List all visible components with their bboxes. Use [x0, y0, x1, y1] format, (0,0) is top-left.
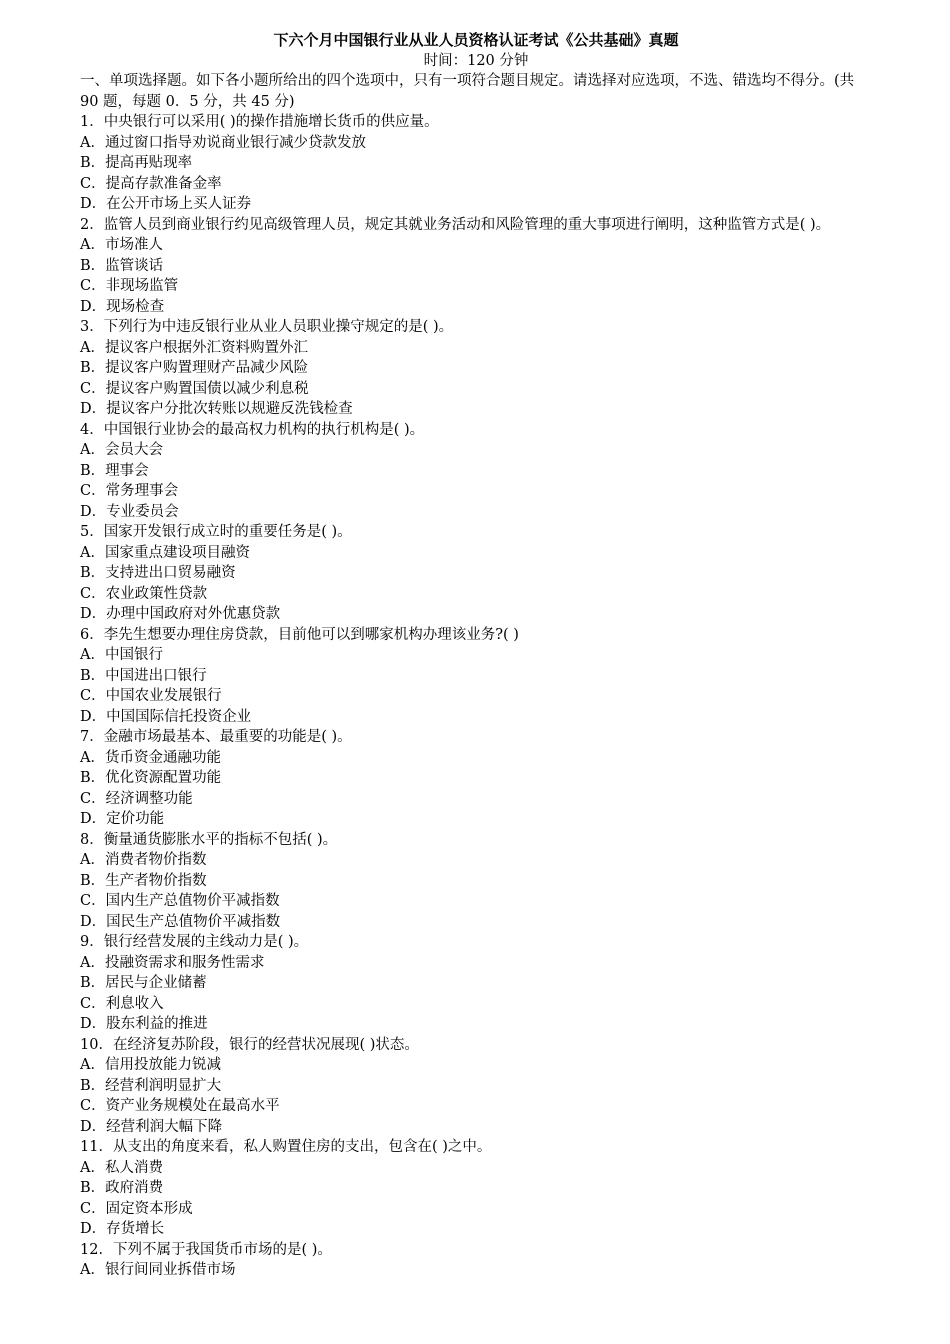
answer-option: D．办理中国政府对外优惠贷款 [80, 606, 281, 622]
document-page [80, 30, 872, 1281]
question-stem: 6．李先生想要办理住房贷款，目前他可以到哪家机构办理该业务?( ) [80, 626, 519, 643]
question-stem: 7．金融市场最基本、最重要的功能是( )。 [80, 729, 352, 745]
answer-option: C．资产业务规模处在最高水平 [80, 1098, 280, 1114]
question-stem: 11．从支出的角度来看，私人购置住房的支出，包含在( )之中。 [80, 1139, 492, 1155]
answer-option: C．中国农业发展银行 [80, 688, 222, 704]
answer-option: C．国内生产总值物价平减指数 [80, 893, 280, 909]
question-stem: 1．中央银行可以采用( )的操作措施增长货币的供应量。 [80, 114, 439, 130]
answer-option: A．信用投放能力锐减 [80, 1057, 221, 1073]
answer-option: D．现场检查 [80, 298, 165, 315]
question-stem: 12．下列不属于我国货币市场的是( )。 [80, 1241, 332, 1258]
answer-option: B．理事会 [80, 462, 149, 479]
question-item [80, 1035, 872, 1138]
question-item [80, 112, 872, 215]
answer-option: D．提议客户分批次转账以规避反洗钱检查 [80, 401, 353, 417]
question-item [80, 317, 872, 420]
answer-option: C．经济调整功能 [80, 790, 193, 807]
answer-option: D．存货增长 [80, 1221, 165, 1237]
answer-option: C．固定资本形成 [80, 1200, 193, 1217]
answer-option: B．提议客户购置理财产品减少风险 [80, 360, 309, 376]
answer-option: B．支持进出口贸易融资 [80, 565, 236, 581]
answer-option: B．优化资源配置功能 [80, 770, 222, 786]
document-title: 下六个月中国银行业从业人员资格认证考试《公共基础》真题 [273, 31, 679, 49]
answer-option: D．股东利益的推进 [80, 1016, 208, 1032]
question-stem: 5．国家开发银行成立时的重要任务是( )。 [80, 524, 352, 540]
section-instruction: 一、单项选择题。如下各小题所给出的四个选项中，只有一项符合题目规定。请选择对应选项，不选、错选均不得分。(共 90 题，每题 0．5 分，共 45 分) [80, 73, 855, 110]
answer-option: B．经营利润明显扩大 [80, 1077, 222, 1094]
answer-option: C．常务理事会 [80, 483, 179, 499]
question-item [80, 1240, 872, 1281]
answer-option: A．通过窗口指导劝说商业银行减少贷款发放 [80, 134, 366, 151]
answer-option: A．中国银行 [80, 647, 163, 663]
question-list [80, 112, 872, 1281]
answer-option: A．市场准人 [80, 237, 163, 253]
answer-option: B．居民与企业储蓄 [80, 975, 207, 991]
question-stem: 2．监管人员到商业银行约见高级管理人员，规定其就业务活动和风险管理的重大事项进行阐明，这种监管方式是( )。 [80, 216, 831, 233]
answer-option: B．政府消费 [80, 1180, 164, 1196]
question-item [80, 1137, 872, 1240]
answer-option: A．私人消费 [80, 1159, 163, 1176]
answer-option: C．非现场监管 [80, 278, 179, 294]
answer-option: C．提议客户购置国债以减少利息税 [80, 380, 309, 397]
answer-option: B．监管谈话 [80, 257, 164, 274]
answer-option: A．货币资金通融功能 [80, 749, 221, 766]
question-item [80, 830, 872, 933]
answer-option: C．利息收入 [80, 995, 164, 1012]
answer-option: A．国家重点建设项目融资 [80, 544, 250, 561]
exam-time: 时间：120 分钟 [423, 52, 529, 69]
question-stem: 9．银行经营发展的主线动力是( )。 [80, 934, 309, 950]
question-item [80, 420, 872, 523]
answer-option: B．提高再贴现率 [80, 155, 193, 171]
question-stem: 3．下列行为中违反银行业从业人员职业操守规定的是( )。 [80, 319, 454, 335]
question-item [80, 625, 872, 728]
answer-option: A．投融资需求和服务性需求 [80, 954, 265, 971]
question-stem: 10．在经济复苏阶段，银行的经营状况展现( )状态。 [80, 1036, 419, 1053]
question-stem: 8．衡量通货膨胀水平的指标不包括( )。 [80, 831, 338, 848]
answer-option: A．提议客户根据外汇资料购置外汇 [80, 339, 308, 356]
answer-option: D．在公开市场上买人证券 [80, 196, 252, 212]
answer-option: D．定价功能 [80, 811, 165, 827]
answer-option: B．中国进出口银行 [80, 667, 207, 684]
answer-option: A．银行间同业拆借市场 [80, 1262, 236, 1278]
answer-option: A．消费者物价指数 [80, 852, 207, 868]
answer-option: C．农业政策性贷款 [80, 585, 208, 602]
question-item [80, 215, 872, 318]
answer-option: D．中国国际信托投资企业 [80, 708, 252, 725]
answer-option: A．会员大会 [80, 442, 163, 458]
answer-option: B．生产者物价指数 [80, 872, 207, 889]
question-item [80, 727, 872, 830]
answer-option: D．经营利润大幅下降 [80, 1118, 223, 1135]
answer-option: C．提高存款准备金率 [80, 175, 222, 192]
question-stem: 4．中国银行业协会的最高权力机构的执行机构是( )。 [80, 421, 425, 438]
answer-option: D．专业委员会 [80, 503, 179, 520]
question-item [80, 932, 872, 1035]
answer-option: D．国民生产总值物价平减指数 [80, 913, 281, 930]
question-item [80, 522, 872, 625]
